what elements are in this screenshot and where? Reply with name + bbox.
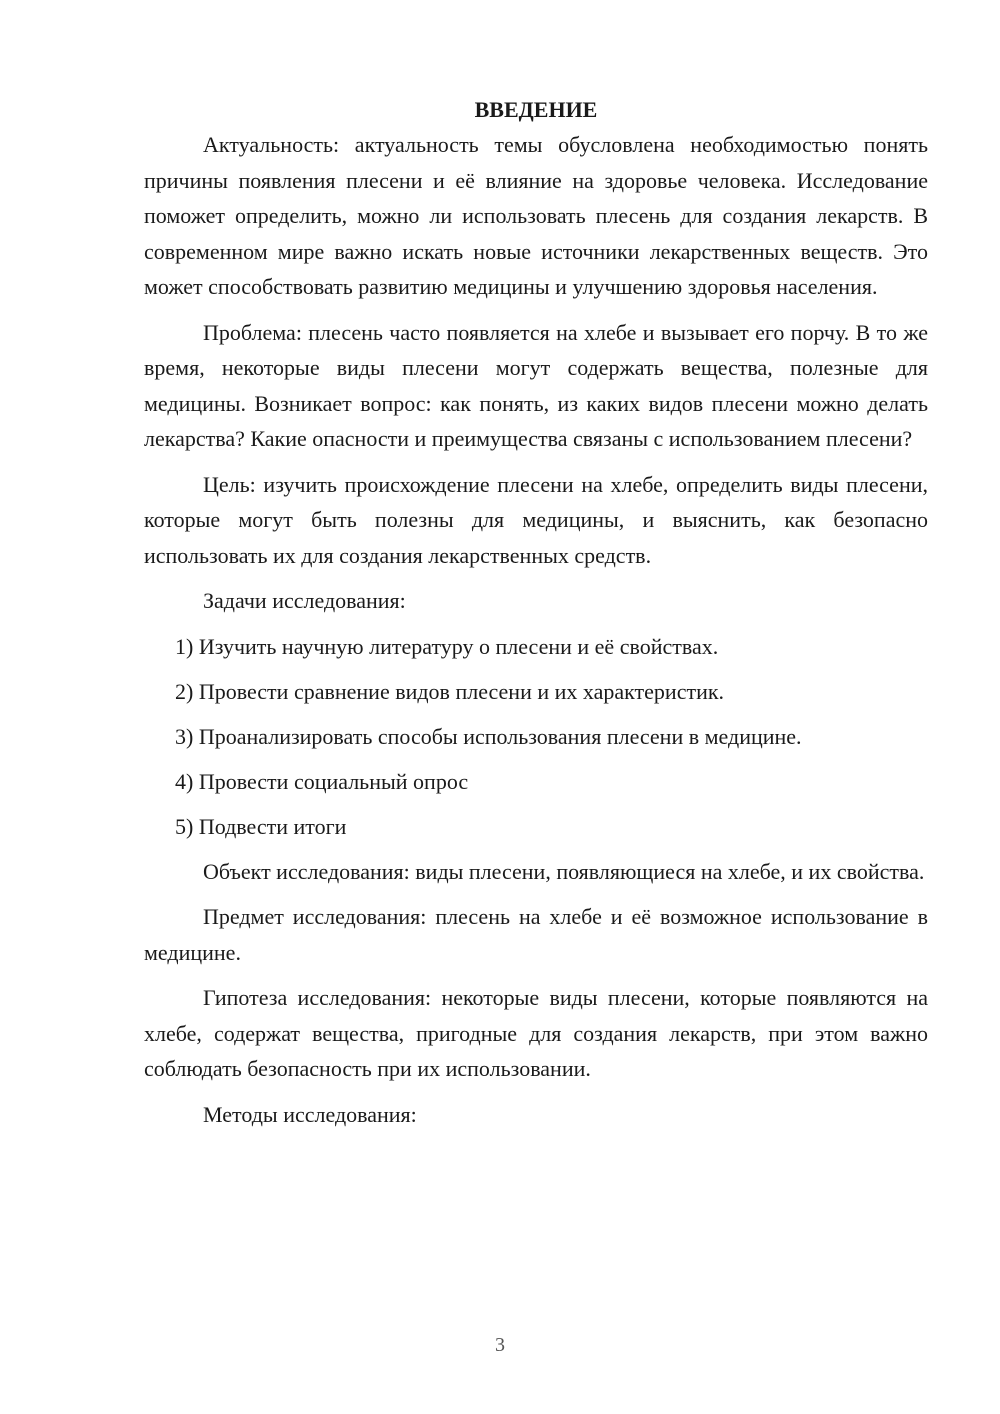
relevance-paragraph: Актуальность: актуальность темы обусловлена необходимостью понять причины появления плесени и её влияние на здоровье человека. Исследование поможет определить, можно ли использовать плесень для создания лекарств. В современном мире важно искать новые источники лекарственных веществ. Это может способствовать развитию медицины и улучшению здоровья населения. <box>144 132 928 299</box>
subject-paragraph: Предмет исследования: плесень на хлебе и её возможное использование в медицине. <box>144 904 928 965</box>
problem-paragraph: Проблема: плесень часто появляется на хлебе и вызывает его порчу. В то же время, некоторые виды плесени могут содержать вещества, полезные для медицины. Возникает вопрос: как понять, из каких видов плесени можно делать лекарства? Какие опасности и преимущества связаны с использованием плесени? <box>144 319 928 451</box>
tasks-heading: Задачи исследования: <box>203 588 406 613</box>
list-item: 4) Провести социальный опрос <box>175 768 469 794</box>
list-item: 5) Подвести итоги <box>175 813 347 839</box>
page-number: 3 <box>495 1334 505 1356</box>
tasks-list <box>144 629 928 844</box>
hypothesis-paragraph: Гипотеза исследования: некоторые виды плесени, которые появляются на хлебе, содержат вещества, пригодные для создания лекарств, при этом важно соблюдать безопасность при их использовании. <box>144 985 928 1081</box>
object-paragraph: Объект исследования: виды плесени, появляющиеся на хлебе, и их свойства. <box>203 858 925 884</box>
list-item: 1) Изучить научную литературу о плесени и её свойствах. <box>175 633 719 659</box>
methods-heading: Методы исследования: <box>203 1101 417 1127</box>
goal-paragraph: Цель: изучить происхождение плесени на хлебе, определить виды плесени, которые могут быть полезны для медицины, и выяснить, как безопасно использовать их для создания лекарственных средств. <box>144 471 928 568</box>
document-page <box>144 92 928 1142</box>
list-item: 3) Проанализировать способы использования плесени в медицине. <box>175 723 802 749</box>
list-item: 2) Провести сравнение видов плесени и их характеристик. <box>175 678 725 704</box>
page-title: ВВЕДЕНИЕ <box>474 97 598 122</box>
